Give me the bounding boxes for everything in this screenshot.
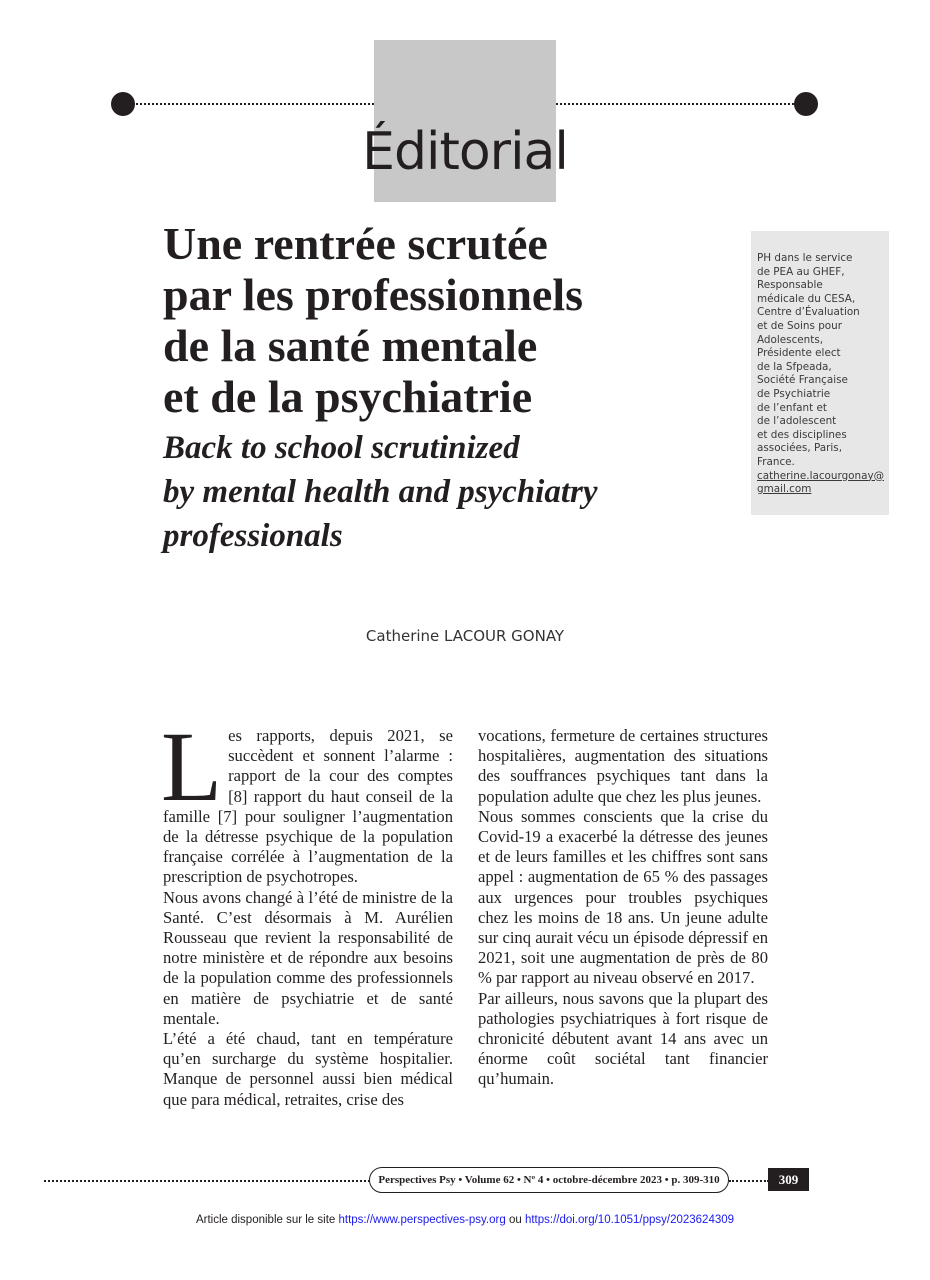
body-paragraph: Nous sommes conscients que la crise du Covid-19 a exacerbé la détresse des jeunes et de leurs familles et les chiffres sont sans appel : augmentation de 65 % des passages aux urgences pour troubles psychiques chez les moins de 18 ans. Un jeune adulte sur cinq aurait vécu un épisode dépressif en 2021, soit une augmentation de près de 80 % par rapport au niveau observé en 2017.: [478, 806, 768, 988]
availability-prefix: Article disponible sur le site: [195, 1214, 339, 1226]
title-en-line: by mental health and psychiatry: [163, 474, 598, 510]
availability-notice: [0, 1212, 930, 1228]
affiliation-line: de l’adolescent: [757, 415, 837, 428]
article-title-en: [163, 426, 743, 558]
footer-dotted-rule-right: [729, 1180, 769, 1182]
affiliation-line: et des disciplines: [757, 428, 847, 441]
author-name: Catherine LACOUR GONAY: [365, 627, 565, 645]
title-fr-line: par les professionnels: [163, 269, 584, 320]
title-en-line: Back to school scrutinized: [163, 430, 520, 466]
drop-cap: L: [161, 711, 223, 822]
affiliation-line: Adolescents,: [757, 333, 824, 346]
affiliation-line: France.: [757, 455, 795, 468]
affiliation-line: de la Sfpeada,: [757, 360, 832, 373]
body-column-left: [161, 711, 453, 1110]
title-fr-line: Une rentrée scrutée: [163, 218, 548, 269]
affiliation-line: PH dans le service: [757, 252, 853, 264]
author-email-link[interactable]: gmail.com: [757, 483, 812, 496]
site-link[interactable]: https://www.perspectives-psy.org: [338, 1214, 506, 1226]
body-paragraph: L’été a été chaud, tant en température qu’en surcharge du système hospitalier. Manque de personnel aussi bien médical que para médical, retraites, crise des: [163, 1029, 453, 1109]
affiliation-line: de l’enfant et: [757, 401, 827, 414]
page-number: 309: [768, 1168, 809, 1191]
affiliation-line: associées, Paris,: [757, 442, 842, 455]
header-bullet-right: [794, 92, 818, 116]
affiliation-line: Centre d’Évaluation: [757, 306, 860, 319]
title-en-line: professionals: [163, 518, 343, 554]
doi-link[interactable]: https://doi.org/10.1051/ppsy/2023624309: [524, 1214, 735, 1226]
affiliation-line: Société Française: [757, 374, 848, 387]
body-column-right: [478, 726, 768, 1090]
journal-reference: Perspectives Psy • Volume 62 • Nº 4 • octobre-décembre 2023 • p. 309-310: [369, 1167, 729, 1193]
section-label: Éditorial: [362, 122, 568, 182]
header-dotted-rule-right: [556, 103, 806, 105]
affiliation-line: de PEA au GHEF,: [757, 265, 845, 278]
article-title-fr: [163, 218, 743, 422]
footer-dotted-rule-left: [44, 1180, 370, 1182]
affiliation-line: médicale du CESA,: [757, 292, 856, 305]
body-paragraph: vocations, fermeture de certaines structures hospitalières, augmentation des situations des souffrances psychiques tant dans la population adulte que chez les plus jeunes.: [478, 726, 768, 806]
paragraph-text: es rapports, depuis 2021, se succèdent et sonnent l’alarme : rapport de la cour des comptes [8] rapport du haut conseil de la famille [7] pour souligner l’augmentation de la détresse psychique de la population française corrélée à l’augmentation de la prescription de psychotropes.: [163, 726, 453, 887]
body-paragraph: [161, 711, 453, 888]
header-bullet-left: [111, 92, 135, 116]
author-email-link[interactable]: catherine.lacourgonay@: [757, 469, 885, 482]
body-paragraph: Nous avons changé à l’été de ministre de la Santé. C’est désormais à M. Aurélien Rousseau que revient la responsabilité de notre ministère et de répondre aux besoins de la population comme des professionnels en matière de psychiatrie et de santé mentale.: [163, 887, 453, 1028]
title-fr-line: et de la psychiatrie: [163, 371, 533, 422]
affiliation-line: et de Soins pour: [757, 319, 843, 332]
body-paragraph: Par ailleurs, nous savons que la plupart des pathologies psychiatriques à fort risque de chronicité débutent avant 14 ans avec un énorme coût sociétal tant financier qu’humain.: [478, 988, 768, 1089]
affiliation-line: Présidente elect: [757, 347, 841, 360]
affiliation-line: Responsable: [757, 279, 823, 292]
header-dotted-rule-left: [124, 103, 374, 105]
availability-middle: ou: [505, 1214, 525, 1226]
affiliation-line: de Psychiatrie: [757, 387, 831, 400]
title-fr-line: de la santé mentale: [163, 320, 538, 371]
author-affiliation-box: [751, 231, 889, 515]
